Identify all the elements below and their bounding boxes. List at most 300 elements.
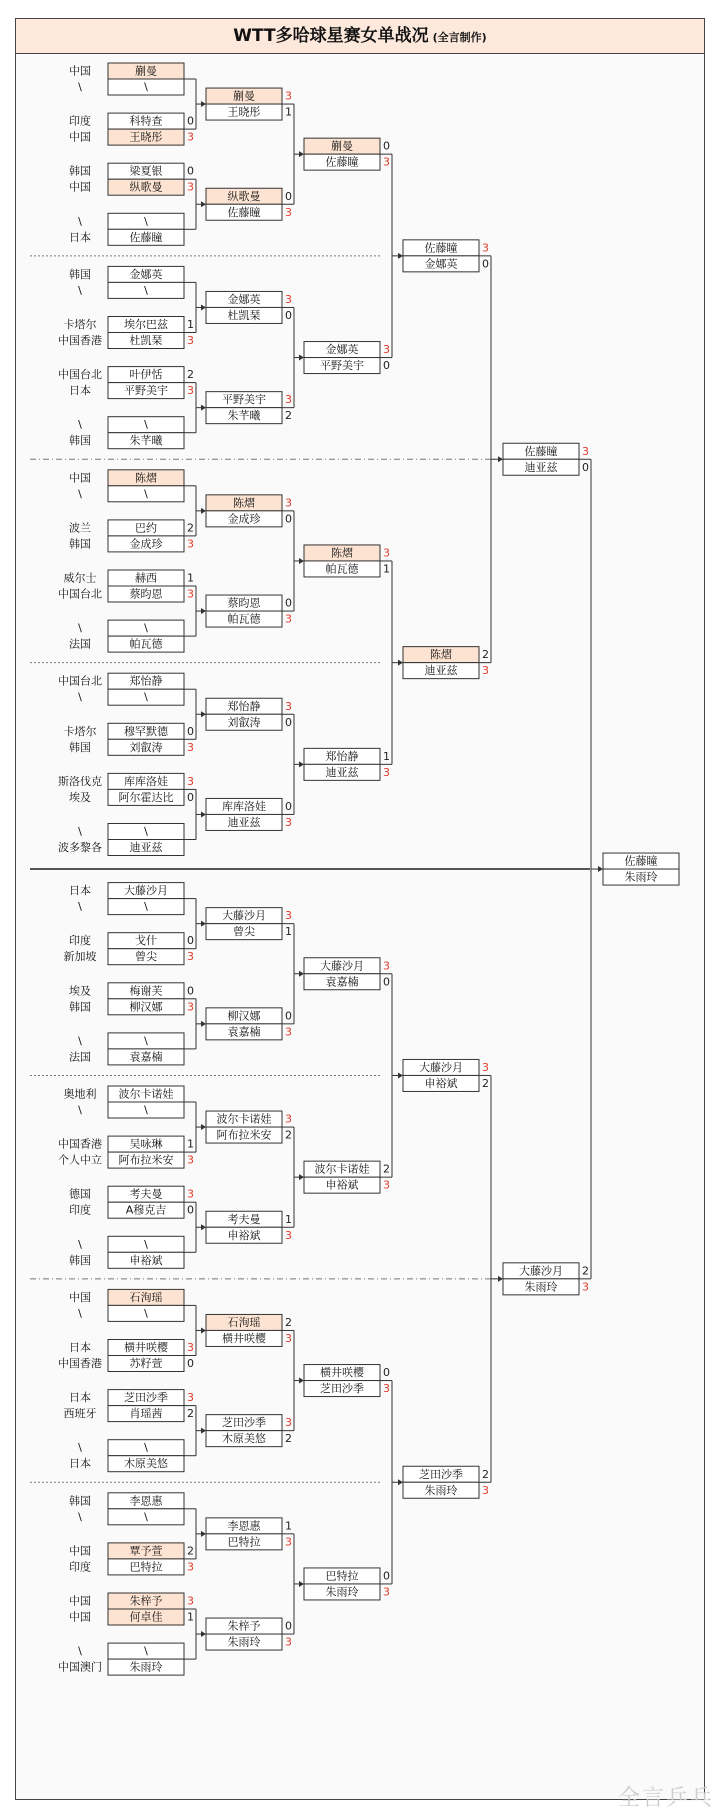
arrow-icon: [398, 660, 403, 666]
score: 0: [383, 139, 390, 153]
player-name: 梁夏银: [129, 164, 163, 178]
score: 0: [285, 1619, 292, 1633]
player-name: A穆克吉: [125, 1203, 167, 1217]
score: 3: [285, 393, 292, 407]
score: 2: [187, 368, 194, 382]
player-name: 巴特拉: [227, 1535, 261, 1549]
country-label: \: [78, 825, 82, 838]
arrow-icon: [201, 608, 206, 614]
score: 3: [187, 1560, 194, 1574]
r4-match: [403, 459, 491, 678]
player-name: 朱芊曦: [129, 434, 163, 448]
country-label: \: [78, 1103, 82, 1117]
country-label: 卡塔尔: [63, 724, 97, 738]
player-name: 芝田沙季: [124, 1391, 168, 1405]
score: 0: [285, 1009, 292, 1023]
player-name: 苏籽萱: [129, 1357, 163, 1370]
score: 3: [285, 1535, 292, 1549]
player-name: 袁嘉楠: [227, 1025, 261, 1039]
player-name: 石洵瑶: [129, 1290, 163, 1304]
player-name: 迪亚兹: [424, 664, 458, 678]
player-name: 陈熠: [233, 496, 255, 510]
score: 2: [383, 1162, 390, 1176]
country-label: 日本: [69, 1341, 91, 1354]
player-name: 科特查: [129, 114, 163, 128]
player-name: 阿布拉米安: [118, 1153, 174, 1167]
score: 0: [187, 934, 194, 948]
score: 0: [482, 257, 489, 271]
arrow-icon: [201, 921, 206, 927]
score: 0: [187, 724, 194, 738]
player-name: 木原美悠: [124, 1457, 168, 1471]
country-label: 中国香港: [58, 334, 102, 347]
score: 2: [482, 1076, 489, 1090]
player-name: 平野美宇: [222, 393, 266, 407]
country-label: 日本: [69, 230, 91, 244]
score: 3: [285, 89, 292, 103]
score: 3: [582, 1280, 589, 1294]
score: 3: [285, 1112, 292, 1126]
score: 0: [582, 460, 589, 474]
player-name: 迪亚兹: [129, 841, 163, 854]
country-label: 中国: [69, 1290, 91, 1304]
score: 3: [285, 815, 292, 829]
country-label: 中国: [69, 1610, 91, 1624]
player-name: 朱雨玲: [325, 1585, 359, 1599]
arrow-icon: [201, 1428, 206, 1434]
player-name: 郑怡静: [325, 749, 359, 763]
country-label: 中国台北: [58, 368, 102, 382]
player-name: 木原美悠: [222, 1432, 266, 1446]
player-name: 申裕斌: [325, 1178, 359, 1192]
score: 3: [187, 334, 194, 347]
player-name: 石洵瑶: [227, 1315, 261, 1329]
score: 3: [285, 1228, 292, 1242]
player-name: 曾尖: [135, 950, 157, 964]
player-name: \: [144, 487, 148, 501]
arrow-icon: [201, 1631, 206, 1637]
player-name: 朱雨玲: [129, 1660, 163, 1674]
country-label: 韩国: [69, 434, 91, 448]
player-name: 佐藤瞳: [624, 854, 658, 868]
player-name: \: [144, 80, 148, 94]
player-name: 大藤沙月: [222, 909, 266, 923]
country-label: \: [78, 900, 82, 914]
country-label: \: [78, 487, 82, 501]
player-name: 库库洛娃: [124, 774, 168, 788]
player-name: 金娜英: [129, 267, 163, 281]
player-name: 纵歌曼: [129, 180, 163, 194]
player-name: 杜凯琹: [227, 308, 261, 322]
country-label: 埃及: [69, 984, 91, 998]
country-label: 中国香港: [58, 1357, 102, 1370]
player-name: 波尔卡诺娃: [118, 1087, 174, 1101]
score: 3: [187, 587, 194, 601]
score: 1: [285, 925, 292, 939]
player-name: 刘叡涛: [227, 715, 261, 729]
country-label: \: [78, 1034, 82, 1048]
arrow-icon: [299, 558, 304, 564]
arrow-icon: [201, 101, 206, 107]
player-name: 柳汉娜: [227, 1009, 261, 1023]
country-label: 中国: [69, 1544, 91, 1558]
country-label: 中国澳门: [58, 1660, 102, 1674]
player-name: 库库洛娃: [222, 799, 266, 813]
score: 3: [187, 1187, 194, 1201]
score: 3: [482, 664, 489, 678]
country-label: 法国: [69, 637, 91, 651]
score: 2: [285, 1128, 292, 1142]
country-label: 印度: [69, 1203, 91, 1217]
country-label: 新加坡: [63, 950, 97, 964]
country-label: \: [78, 1441, 82, 1455]
score: 2: [582, 1264, 589, 1278]
player-name: 帕瓦德: [227, 612, 261, 626]
player-name: 阿尔霍达比: [118, 790, 174, 804]
score: 3: [482, 1483, 489, 1497]
player-name: 蔡昀恩: [129, 587, 163, 601]
player-name: 帕瓦德: [129, 637, 163, 651]
arrow-icon: [598, 866, 603, 872]
player-name: 陈熠: [135, 471, 157, 485]
arrow-icon: [398, 253, 403, 259]
score: 3: [187, 1594, 194, 1608]
score: 3: [285, 1025, 292, 1039]
score: 0: [285, 799, 292, 813]
score: 2: [285, 1432, 292, 1446]
player-name: 袁嘉楠: [325, 975, 359, 989]
player-name: 阿布拉米安: [216, 1128, 272, 1142]
watermark: 全言乒乓: [617, 1786, 714, 1811]
player-name: 申裕斌: [129, 1253, 163, 1267]
player-name: 申裕斌: [227, 1228, 261, 1242]
player-name: \: [144, 900, 148, 914]
country-label: 中国香港: [58, 1137, 102, 1151]
player-name: 杜凯琹: [129, 334, 163, 347]
score: 0: [285, 512, 292, 526]
player-name: 朱雨玲: [227, 1635, 261, 1649]
arrow-icon: [299, 971, 304, 977]
player-name: 迪亚兹: [524, 460, 558, 474]
country-label: \: [78, 80, 82, 94]
player-name: 巴特拉: [129, 1560, 163, 1574]
arrow-icon: [201, 1327, 206, 1333]
player-name: 赫西: [135, 571, 157, 585]
country-label: 斯洛伐克: [58, 774, 102, 788]
player-name: 梅谢芙: [129, 984, 163, 998]
arrow-icon: [201, 1531, 206, 1537]
score: 3: [383, 343, 390, 357]
score: 3: [187, 537, 194, 551]
score: 0: [187, 114, 194, 128]
player-name: 大藤沙月: [419, 1060, 463, 1074]
player-name: \: [144, 690, 148, 704]
score: 2: [187, 521, 194, 535]
score: 3: [187, 1153, 194, 1167]
player-name: 朱芊曦: [227, 409, 261, 423]
player-name: 蒯曼: [233, 89, 255, 103]
score: 2: [482, 1467, 489, 1481]
player-name: 佐藤瞳: [129, 230, 163, 244]
player-name: 纵歌曼: [227, 189, 261, 203]
player-name: 吴咏琳: [129, 1137, 163, 1151]
score: 3: [482, 241, 489, 255]
score: 3: [187, 1341, 194, 1354]
country-label: 印度: [69, 114, 91, 128]
country-label: 韩国: [69, 164, 91, 178]
score: 1: [187, 318, 194, 331]
arrow-icon: [201, 508, 206, 514]
player-name: 陈熠: [331, 546, 353, 560]
player-name: 帕瓦德: [325, 562, 359, 576]
r4-match: [403, 1279, 491, 1498]
country-label: 法国: [69, 1050, 91, 1064]
player-name: 覃予萱: [129, 1544, 163, 1558]
score: 3: [285, 1635, 292, 1649]
score: 3: [187, 130, 194, 144]
country-label: 埃及: [69, 790, 91, 804]
player-name: 金娜英: [325, 343, 359, 357]
score: 3: [187, 1000, 194, 1014]
player-name: 蔡昀恩: [227, 596, 261, 610]
player-name: \: [144, 1034, 148, 1048]
player-name: 平野美宇: [320, 359, 364, 373]
player-name: 金娜英: [424, 257, 458, 271]
score: 3: [285, 496, 292, 510]
arrow-icon: [201, 1124, 206, 1130]
score: 2: [187, 1544, 194, 1558]
score: 0: [383, 1366, 390, 1380]
player-name: 朱雨玲: [524, 1280, 558, 1294]
score: 0: [187, 1357, 194, 1370]
score: 3: [285, 1331, 292, 1345]
player-name: 蒯曼: [135, 64, 157, 78]
score: 0: [285, 189, 292, 203]
player-name: 李恩惠: [227, 1519, 261, 1533]
score: 3: [383, 765, 390, 779]
score: 3: [383, 1178, 390, 1192]
score: 0: [285, 596, 292, 610]
player-name: 平野美宇: [124, 384, 168, 398]
score: 0: [383, 359, 390, 373]
arrow-icon: [299, 151, 304, 157]
arrow-icon: [498, 456, 503, 462]
r4-match: [403, 240, 491, 459]
country-label: \: [78, 1306, 82, 1320]
score: 1: [285, 1212, 292, 1226]
player-name: 横井咲樱: [222, 1331, 266, 1345]
country-label: 韩国: [69, 537, 91, 551]
arrow-icon: [201, 201, 206, 207]
arrow-icon: [299, 761, 304, 767]
score: 1: [187, 1137, 194, 1151]
score: 3: [187, 774, 194, 788]
arrow-icon: [498, 1276, 503, 1282]
player-name: 何卓佳: [129, 1610, 163, 1624]
country-label: \: [78, 214, 82, 228]
country-label: 奥地利: [63, 1087, 97, 1101]
r5-match: [503, 869, 591, 1295]
player-name: \: [144, 1306, 148, 1320]
country-label: \: [78, 283, 82, 297]
arrow-icon: [299, 1174, 304, 1180]
score: 3: [383, 959, 390, 973]
player-name: 穆罕默德: [124, 724, 168, 738]
score: 0: [285, 715, 292, 729]
r4-match: [403, 1059, 491, 1278]
country-label: 卡塔尔: [63, 318, 97, 331]
country-label: 中国: [69, 1594, 91, 1608]
player-name: 柳汉娜: [129, 1000, 163, 1014]
player-name: 佐藤瞳: [325, 155, 359, 169]
player-name: 迪亚兹: [325, 765, 359, 779]
player-name: \: [144, 214, 148, 228]
player-name: 巴约: [135, 521, 157, 535]
player-name: 大藤沙月: [519, 1264, 563, 1278]
player-name: 朱雨玲: [624, 870, 658, 884]
player-name: 佐藤瞳: [524, 444, 558, 458]
player-name: 郑怡静: [227, 699, 261, 713]
country-label: \: [78, 1644, 82, 1658]
country-label: 印度: [69, 1560, 91, 1574]
score: 0: [383, 1569, 390, 1583]
player-name: 叶伊恬: [129, 368, 163, 382]
score: 0: [383, 975, 390, 989]
country-label: \: [78, 690, 82, 704]
score: 2: [285, 1315, 292, 1329]
player-name: 肖瑶茜: [129, 1407, 163, 1421]
arrow-icon: [299, 355, 304, 361]
country-label: 韩国: [69, 1000, 91, 1014]
player-name: 王晓彤: [129, 130, 163, 144]
r5-match: [503, 443, 591, 869]
player-name: 芝田沙季: [222, 1416, 266, 1430]
score: 3: [285, 205, 292, 219]
player-name: 朱梓予: [129, 1594, 163, 1608]
player-name: 曾尖: [233, 925, 255, 939]
player-name: 考夫曼: [227, 1212, 261, 1226]
player-name: \: [144, 825, 148, 838]
country-label: 日本: [69, 884, 91, 898]
score: 3: [285, 1416, 292, 1430]
player-name: \: [144, 1510, 148, 1524]
country-label: 波兰: [69, 521, 91, 535]
arrow-icon: [299, 1378, 304, 1384]
score: 1: [383, 562, 390, 576]
country-label: \: [78, 1510, 82, 1524]
country-label: 韩国: [69, 1253, 91, 1267]
score: 3: [187, 950, 194, 964]
score: 3: [582, 444, 589, 458]
country-label: 日本: [69, 384, 91, 398]
player-name: 横井咲樱: [320, 1366, 364, 1380]
score: 0: [187, 984, 194, 998]
country-label: \: [78, 1237, 82, 1251]
score: 0: [187, 790, 194, 804]
arrow-icon: [398, 1479, 403, 1485]
score: 1: [383, 749, 390, 763]
country-label: \: [78, 621, 82, 635]
score: 2: [482, 648, 489, 662]
player-name: 戈什: [135, 934, 157, 948]
player-name: \: [144, 1441, 148, 1455]
country-label: 韩国: [69, 1494, 91, 1508]
score: 3: [285, 909, 292, 923]
player-name: \: [144, 283, 148, 297]
score: 1: [285, 105, 292, 119]
player-name: 埃尔巴兹: [124, 318, 168, 331]
score: 3: [187, 1391, 194, 1405]
country-label: 日本: [69, 1457, 91, 1471]
player-name: 袁嘉楠: [129, 1050, 163, 1064]
player-name: 芝田沙季: [419, 1467, 463, 1481]
country-label: 西班牙: [63, 1407, 97, 1421]
player-name: 横井咲樱: [124, 1341, 168, 1354]
player-name: 大藤沙月: [124, 884, 168, 898]
player-name: 申裕斌: [424, 1076, 458, 1090]
arrow-icon: [201, 1021, 206, 1027]
arrow-icon: [398, 1072, 403, 1078]
player-name: 金娜英: [227, 292, 261, 306]
player-name: \: [144, 1103, 148, 1117]
score: 1: [187, 1610, 194, 1624]
score: 3: [383, 546, 390, 560]
score: 0: [187, 164, 194, 178]
player-name: 金成珍: [227, 512, 261, 526]
score: 1: [285, 1519, 292, 1533]
player-name: 迪亚兹: [227, 815, 261, 829]
player-name: 波尔卡诺娃: [314, 1162, 370, 1176]
player-name: \: [144, 1644, 148, 1658]
score: 2: [187, 1407, 194, 1421]
player-name: 王晓彤: [227, 105, 261, 119]
player-name: 朱雨玲: [424, 1483, 458, 1497]
arrow-icon: [201, 1224, 206, 1230]
score: 3: [383, 1585, 390, 1599]
score: 3: [383, 155, 390, 169]
country-label: 中国: [69, 130, 91, 144]
country-label: 中国: [69, 471, 91, 485]
score: 3: [482, 1060, 489, 1074]
country-label: 波多黎各: [58, 841, 102, 854]
player-name: 考夫曼: [129, 1187, 163, 1201]
country-label: 日本: [69, 1391, 91, 1405]
player-name: 波尔卡诺娃: [216, 1112, 272, 1126]
score: 0: [285, 308, 292, 322]
country-label: 中国: [69, 64, 91, 78]
player-name: 李恩惠: [129, 1494, 163, 1508]
country-label: 韩国: [69, 740, 91, 754]
player-name: 朱梓予: [227, 1619, 261, 1633]
country-label: 中国: [69, 180, 91, 194]
arrow-icon: [201, 304, 206, 310]
score: 3: [187, 180, 194, 194]
country-label: 德国: [69, 1187, 91, 1201]
score: 2: [285, 409, 292, 423]
score: 3: [285, 699, 292, 713]
country-label: 韩国: [69, 267, 91, 281]
score: 1: [187, 571, 194, 585]
player-name: 郑怡静: [129, 674, 163, 688]
country-label: 中国台北: [58, 587, 102, 601]
player-name: \: [144, 621, 148, 635]
score: 3: [285, 292, 292, 306]
score: 3: [383, 1382, 390, 1396]
player-name: 陈熠: [430, 648, 452, 662]
player-name: 巴特拉: [325, 1569, 359, 1583]
arrow-icon: [201, 711, 206, 717]
page-title: WTT多哈球星赛女单战况: [233, 26, 429, 46]
